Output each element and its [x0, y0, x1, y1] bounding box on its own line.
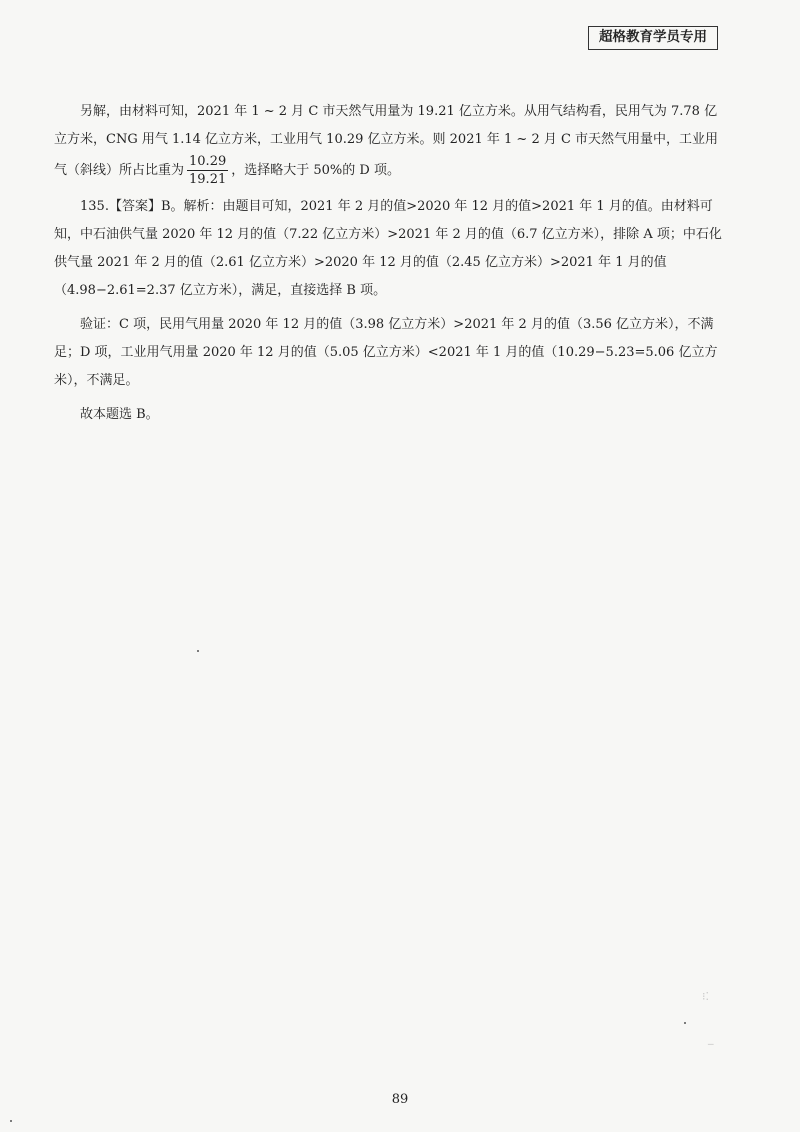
paragraph-answer-135: 135.【答案】B。解析：由题目可知，2021 年 2 月的值>2020 年 12 月的值>2021 年 1 月的值。由材料可知，中石油供气量 2020 年 12 月的值（7.22 亿立方米）>2021 年 2 月的值（6.7 亿立方米），排除 A 项；中石化供气量 2021 年 2 月的值（2.61 亿立方米）>2020 年 12 月的值（2.45 亿立方米）>2021 年 1 月的值（4.98−2.61=2.37 亿立方米），满足，直接选择 B 项。: [54, 199, 722, 298]
fraction: [187, 154, 228, 187]
scan-smudge: ⁝⁚: [702, 990, 709, 1003]
scan-speck: [10, 1120, 12, 1122]
paragraph-conclusion: 故本题选 B。: [80, 407, 159, 422]
fraction-numerator: 10.29: [189, 154, 227, 169]
paragraph-text: ，选择略大于 50%的 D 项。: [231, 163, 400, 178]
paragraph-verification: 验证：C 项，民用气用量 2020 年 12 月的值（3.98 亿立方米）>2021 年 2 月的值（3.56 亿立方米），不满足；D 项，工业用气用量 2020 年 12 月的值（5.05 亿立方米）<2021 年 1 月的值（10.29−5.23=5.06 亿立方米），不满足。: [54, 317, 718, 388]
scan-speck: [197, 650, 199, 652]
paragraph-text: 另解，由材料可知，2021 年 1 ~ 2 月 C 市天然气用量为 19.21 亿立方米。从用气结构看，民用气为 7.78 亿立方米，CNG 用气 1.14 亿立方米，工业用气 10.29 亿立方米。则 2021 年 1 ~ 2 月 C 市天然气用量中，工业用气（斜线）所占比重为: [54, 104, 719, 178]
scan-smudge: _: [708, 1032, 714, 1045]
document-body: [54, 98, 730, 429]
scan-speck: [684, 1022, 686, 1024]
paragraph-alternative-solution: [54, 98, 730, 187]
header-badge: 超格教育学员专用: [588, 26, 718, 50]
page-number: 89: [391, 1092, 409, 1107]
fraction-denominator: 19.21: [189, 172, 227, 187]
